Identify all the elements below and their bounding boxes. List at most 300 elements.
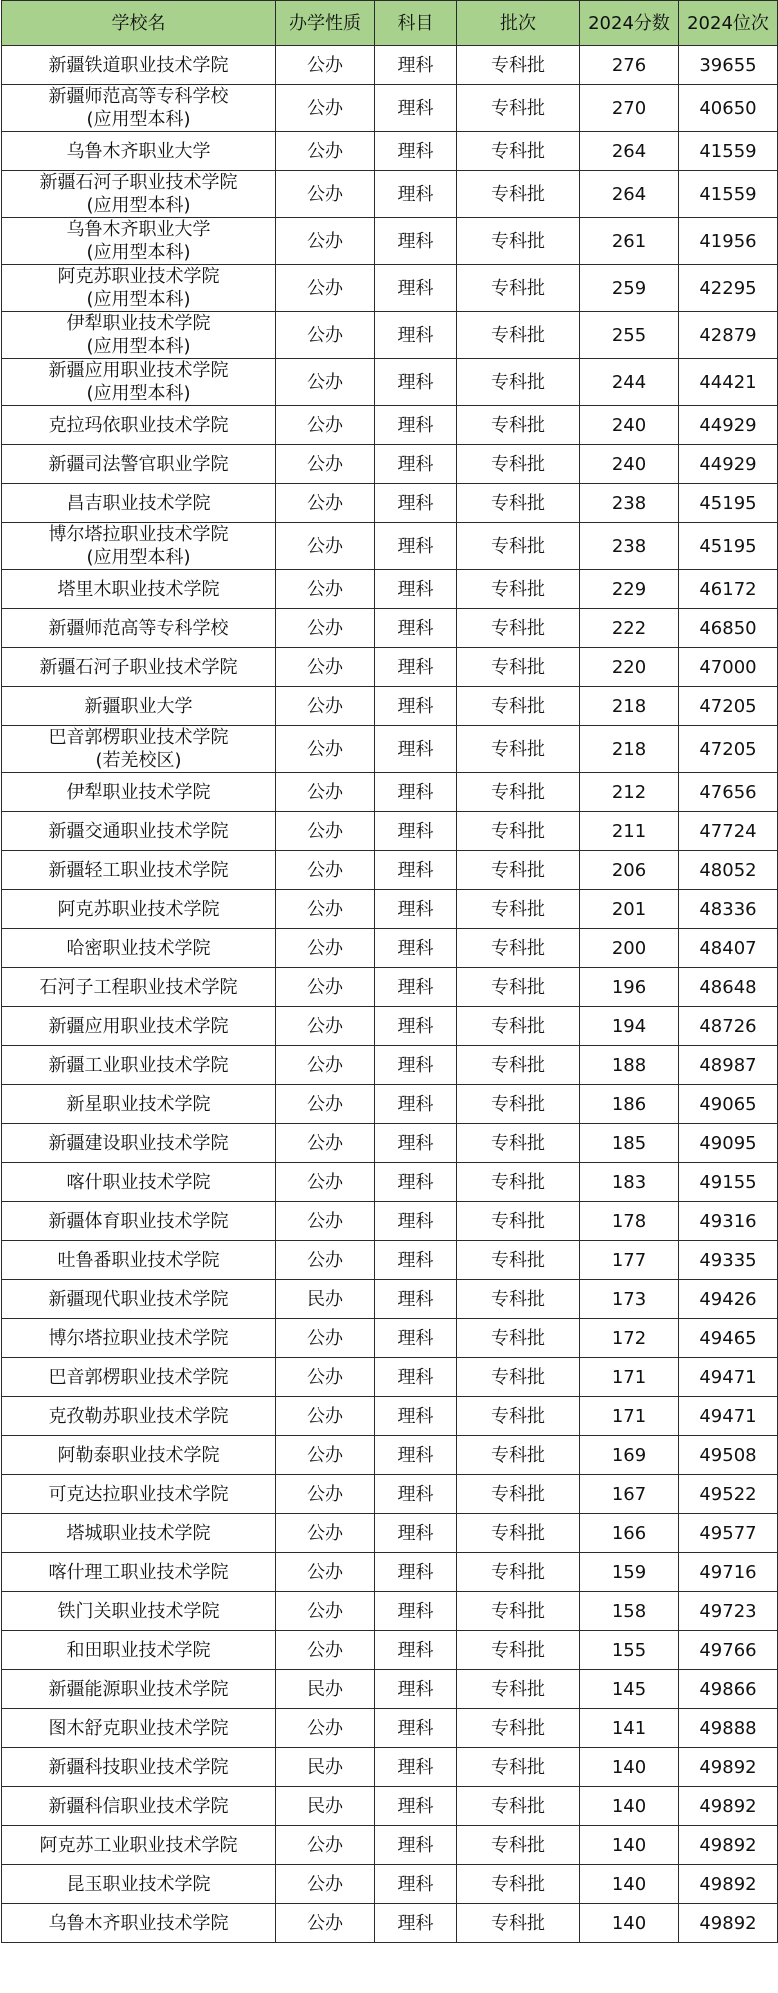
score-cell: 240 bbox=[580, 406, 679, 445]
school-type-cell: 公办 bbox=[276, 1046, 375, 1085]
batch-cell: 专科批 bbox=[457, 1592, 580, 1631]
school-name-cell bbox=[2, 1202, 276, 1241]
school-type-cell: 公办 bbox=[276, 1163, 375, 1202]
subject-cell: 理科 bbox=[375, 265, 457, 312]
school-name-line: 新疆师范高等专科学校 bbox=[48, 86, 229, 107]
score-cell: 140 bbox=[580, 1826, 679, 1865]
subject-cell: 理科 bbox=[375, 929, 457, 968]
school-name-cell bbox=[2, 1085, 276, 1124]
batch-cell: 专科批 bbox=[457, 46, 580, 85]
batch-cell: 专科批 bbox=[457, 812, 580, 851]
subject-cell: 理科 bbox=[375, 1904, 457, 1943]
table-row bbox=[2, 1709, 778, 1748]
school-name-cell bbox=[2, 46, 276, 85]
school-name-cell bbox=[2, 445, 276, 484]
school-name-note: (应用型本科) bbox=[86, 383, 191, 404]
score-cell: 140 bbox=[580, 1904, 679, 1943]
school-name-cell bbox=[2, 1748, 276, 1787]
rank-cell: 48726 bbox=[679, 1007, 778, 1046]
school-name-cell bbox=[2, 1358, 276, 1397]
batch-cell: 专科批 bbox=[457, 1319, 580, 1358]
table-row bbox=[2, 890, 778, 929]
school-name-line: 新疆职业大学 bbox=[84, 695, 193, 717]
rank-cell: 49766 bbox=[679, 1631, 778, 1670]
subject-cell: 理科 bbox=[375, 1280, 457, 1319]
table-row bbox=[2, 1085, 778, 1124]
school-name-line: 阿克苏工业职业技术学院 bbox=[39, 1834, 238, 1856]
school-type-cell: 公办 bbox=[276, 929, 375, 968]
school-name-cell bbox=[2, 265, 276, 312]
school-name-cell bbox=[2, 1553, 276, 1592]
school-type-cell: 公办 bbox=[276, 1202, 375, 1241]
school-name-line: 新疆应用职业技术学院 bbox=[48, 360, 229, 381]
score-cell: 141 bbox=[580, 1709, 679, 1748]
score-cell: 177 bbox=[580, 1241, 679, 1280]
school-name-cell bbox=[2, 648, 276, 687]
score-cell: 140 bbox=[580, 1748, 679, 1787]
score-cell: 238 bbox=[580, 523, 679, 570]
batch-cell: 专科批 bbox=[457, 1904, 580, 1943]
school-type-cell: 公办 bbox=[276, 1826, 375, 1865]
school-type-cell: 公办 bbox=[276, 1514, 375, 1553]
batch-cell: 专科批 bbox=[457, 1241, 580, 1280]
school-type-cell: 公办 bbox=[276, 1436, 375, 1475]
table-row bbox=[2, 1904, 778, 1943]
batch-cell: 专科批 bbox=[457, 1709, 580, 1748]
subject-cell: 理科 bbox=[375, 171, 457, 218]
school-name-cell bbox=[2, 1163, 276, 1202]
school-name-cell bbox=[2, 687, 276, 726]
school-type-cell: 公办 bbox=[276, 1553, 375, 1592]
subject-cell: 理科 bbox=[375, 890, 457, 929]
rank-cell: 41956 bbox=[679, 218, 778, 265]
subject-cell: 理科 bbox=[375, 1241, 457, 1280]
school-name-cell bbox=[2, 218, 276, 265]
rank-cell: 49892 bbox=[679, 1865, 778, 1904]
table-row bbox=[2, 1631, 778, 1670]
table-row bbox=[2, 1124, 778, 1163]
school-type-cell: 公办 bbox=[276, 359, 375, 406]
rank-cell: 44929 bbox=[679, 406, 778, 445]
rank-cell: 49426 bbox=[679, 1280, 778, 1319]
school-name-cell bbox=[2, 406, 276, 445]
school-name-cell bbox=[2, 1904, 276, 1943]
table-row bbox=[2, 1436, 778, 1475]
subject-cell: 理科 bbox=[375, 968, 457, 1007]
rank-cell: 46172 bbox=[679, 570, 778, 609]
school-name-line: 塔里木职业技术学院 bbox=[57, 578, 220, 600]
score-cell: 200 bbox=[580, 929, 679, 968]
table-row bbox=[2, 1826, 778, 1865]
score-cell: 201 bbox=[580, 890, 679, 929]
batch-cell: 专科批 bbox=[457, 406, 580, 445]
subject-cell: 理科 bbox=[375, 1826, 457, 1865]
batch-cell: 专科批 bbox=[457, 609, 580, 648]
table-body bbox=[2, 46, 778, 1943]
school-name-cell bbox=[2, 1514, 276, 1553]
school-name-cell bbox=[2, 1475, 276, 1514]
subject-cell: 理科 bbox=[375, 46, 457, 85]
score-cell: 185 bbox=[580, 1124, 679, 1163]
score-cell: 220 bbox=[580, 648, 679, 687]
school-name-cell bbox=[2, 929, 276, 968]
table-row bbox=[2, 218, 778, 265]
score-cell: 229 bbox=[580, 570, 679, 609]
batch-cell: 专科批 bbox=[457, 1670, 580, 1709]
school-name-note: (应用型本科) bbox=[86, 289, 191, 310]
school-name-cell bbox=[2, 726, 276, 773]
school-name-line: 新疆现代职业技术学院 bbox=[48, 1288, 229, 1310]
school-type-cell: 公办 bbox=[276, 687, 375, 726]
header-score: 2024分数 bbox=[580, 1, 679, 46]
rank-cell: 49723 bbox=[679, 1592, 778, 1631]
subject-cell: 理科 bbox=[375, 1319, 457, 1358]
batch-cell: 专科批 bbox=[457, 484, 580, 523]
rank-cell: 48336 bbox=[679, 890, 778, 929]
subject-cell: 理科 bbox=[375, 1046, 457, 1085]
rank-cell: 48987 bbox=[679, 1046, 778, 1085]
subject-cell: 理科 bbox=[375, 1475, 457, 1514]
header-subject: 科目 bbox=[375, 1, 457, 46]
subject-cell: 理科 bbox=[375, 851, 457, 890]
score-cell: 206 bbox=[580, 851, 679, 890]
school-name-cell bbox=[2, 1319, 276, 1358]
rank-cell: 40650 bbox=[679, 85, 778, 132]
school-type-cell: 公办 bbox=[276, 1904, 375, 1943]
score-cell: 169 bbox=[580, 1436, 679, 1475]
school-name-cell bbox=[2, 773, 276, 812]
batch-cell: 专科批 bbox=[457, 1358, 580, 1397]
batch-cell: 专科批 bbox=[457, 929, 580, 968]
table-row bbox=[2, 359, 778, 406]
header-batch: 批次 bbox=[457, 1, 580, 46]
score-cell: 167 bbox=[580, 1475, 679, 1514]
table-row bbox=[2, 851, 778, 890]
school-name-line: 新疆应用职业技术学院 bbox=[48, 1015, 229, 1037]
batch-cell: 专科批 bbox=[457, 218, 580, 265]
school-name-line: 乌鲁木齐职业大学 bbox=[66, 219, 211, 240]
school-name-line: 石河子工程职业技术学院 bbox=[39, 976, 238, 998]
school-name-cell bbox=[2, 812, 276, 851]
table-row bbox=[2, 773, 778, 812]
school-name-line: 乌鲁木齐职业大学 bbox=[66, 140, 211, 162]
school-type-cell: 公办 bbox=[276, 609, 375, 648]
subject-cell: 理科 bbox=[375, 445, 457, 484]
school-type-cell: 公办 bbox=[276, 1631, 375, 1670]
score-cell: 188 bbox=[580, 1046, 679, 1085]
score-cell: 264 bbox=[580, 171, 679, 218]
table-row bbox=[2, 1553, 778, 1592]
school-name-line: 新疆司法警官职业学院 bbox=[48, 453, 229, 475]
rank-cell: 45195 bbox=[679, 523, 778, 570]
school-name-cell bbox=[2, 1046, 276, 1085]
batch-cell: 专科批 bbox=[457, 445, 580, 484]
rank-cell: 49316 bbox=[679, 1202, 778, 1241]
rank-cell: 39655 bbox=[679, 46, 778, 85]
school-name-line: 新疆铁道职业技术学院 bbox=[48, 54, 229, 76]
table-row bbox=[2, 1475, 778, 1514]
subject-cell: 理科 bbox=[375, 1514, 457, 1553]
batch-cell: 专科批 bbox=[457, 1124, 580, 1163]
rank-cell: 49471 bbox=[679, 1397, 778, 1436]
subject-cell: 理科 bbox=[375, 132, 457, 171]
school-name-line: 克拉玛依职业技术学院 bbox=[48, 414, 229, 436]
rank-cell: 49892 bbox=[679, 1787, 778, 1826]
school-name-line: 阿克苏职业技术学院 bbox=[57, 898, 220, 920]
school-name-line: 塔城职业技术学院 bbox=[66, 1522, 211, 1544]
batch-cell: 专科批 bbox=[457, 726, 580, 773]
rank-cell: 41559 bbox=[679, 171, 778, 218]
school-type-cell: 公办 bbox=[276, 773, 375, 812]
batch-cell: 专科批 bbox=[457, 132, 580, 171]
rank-cell: 47205 bbox=[679, 726, 778, 773]
batch-cell: 专科批 bbox=[457, 1202, 580, 1241]
score-cell: 183 bbox=[580, 1163, 679, 1202]
school-name-line: 阿克苏职业技术学院 bbox=[57, 266, 220, 287]
school-name-line: 新疆师范高等专科学校 bbox=[48, 617, 229, 639]
table-row bbox=[2, 1397, 778, 1436]
score-cell: 212 bbox=[580, 773, 679, 812]
school-type-cell: 公办 bbox=[276, 890, 375, 929]
score-cell: 140 bbox=[580, 1787, 679, 1826]
school-name-line: 新疆轻工职业技术学院 bbox=[48, 859, 229, 881]
school-name-line: 巴音郭楞职业技术学院 bbox=[48, 727, 229, 748]
batch-cell: 专科批 bbox=[457, 1826, 580, 1865]
table-row bbox=[2, 1787, 778, 1826]
table-row bbox=[2, 1163, 778, 1202]
score-cell: 155 bbox=[580, 1631, 679, 1670]
school-type-cell: 公办 bbox=[276, 523, 375, 570]
table-row bbox=[2, 171, 778, 218]
school-name-cell bbox=[2, 1436, 276, 1475]
rank-cell: 48052 bbox=[679, 851, 778, 890]
subject-cell: 理科 bbox=[375, 484, 457, 523]
table-row bbox=[2, 1319, 778, 1358]
school-name-cell bbox=[2, 85, 276, 132]
school-name-cell bbox=[2, 171, 276, 218]
batch-cell: 专科批 bbox=[457, 85, 580, 132]
rank-cell: 42295 bbox=[679, 265, 778, 312]
score-cell: 261 bbox=[580, 218, 679, 265]
score-cell: 264 bbox=[580, 132, 679, 171]
table-row bbox=[2, 1241, 778, 1280]
rank-cell: 49471 bbox=[679, 1358, 778, 1397]
school-type-cell: 公办 bbox=[276, 1124, 375, 1163]
batch-cell: 专科批 bbox=[457, 1280, 580, 1319]
table-row bbox=[2, 265, 778, 312]
school-name-line: 和田职业技术学院 bbox=[66, 1639, 211, 1661]
rank-cell: 46850 bbox=[679, 609, 778, 648]
school-name-line: 阿勒泰职业技术学院 bbox=[57, 1444, 220, 1466]
school-name-line: 巴音郭楞职业技术学院 bbox=[48, 1366, 229, 1388]
subject-cell: 理科 bbox=[375, 1748, 457, 1787]
school-type-cell: 公办 bbox=[276, 1475, 375, 1514]
batch-cell: 专科批 bbox=[457, 171, 580, 218]
school-type-cell: 公办 bbox=[276, 570, 375, 609]
school-type-cell: 公办 bbox=[276, 968, 375, 1007]
school-type-cell: 公办 bbox=[276, 1007, 375, 1046]
subject-cell: 理科 bbox=[375, 1787, 457, 1826]
table-row bbox=[2, 648, 778, 687]
batch-cell: 专科批 bbox=[457, 523, 580, 570]
subject-cell: 理科 bbox=[375, 1553, 457, 1592]
rank-cell: 49155 bbox=[679, 1163, 778, 1202]
school-name-note: (若羌校区) bbox=[95, 750, 182, 771]
school-name-line: 克孜勒苏职业技术学院 bbox=[48, 1405, 229, 1427]
table-row bbox=[2, 1046, 778, 1085]
school-name-cell bbox=[2, 1826, 276, 1865]
rank-cell: 47000 bbox=[679, 648, 778, 687]
batch-cell: 专科批 bbox=[457, 359, 580, 406]
subject-cell: 理科 bbox=[375, 773, 457, 812]
school-name-cell bbox=[2, 1007, 276, 1046]
batch-cell: 专科批 bbox=[457, 1475, 580, 1514]
school-name-cell bbox=[2, 1397, 276, 1436]
score-cell: 159 bbox=[580, 1553, 679, 1592]
batch-cell: 专科批 bbox=[457, 687, 580, 726]
score-cell: 238 bbox=[580, 484, 679, 523]
table-row bbox=[2, 570, 778, 609]
school-name-line: 新疆科信职业技术学院 bbox=[48, 1795, 229, 1817]
score-cell: 259 bbox=[580, 265, 679, 312]
school-type-cell: 公办 bbox=[276, 726, 375, 773]
subject-cell: 理科 bbox=[375, 1865, 457, 1904]
table-row bbox=[2, 726, 778, 773]
batch-cell: 专科批 bbox=[457, 968, 580, 1007]
school-type-cell: 公办 bbox=[276, 1085, 375, 1124]
school-type-cell: 公办 bbox=[276, 812, 375, 851]
table-row bbox=[2, 968, 778, 1007]
rank-cell: 42879 bbox=[679, 312, 778, 359]
score-cell: 172 bbox=[580, 1319, 679, 1358]
table-row bbox=[2, 132, 778, 171]
school-name-cell bbox=[2, 1709, 276, 1748]
batch-cell: 专科批 bbox=[457, 1397, 580, 1436]
batch-cell: 专科批 bbox=[457, 851, 580, 890]
school-name-cell bbox=[2, 851, 276, 890]
batch-cell: 专科批 bbox=[457, 1514, 580, 1553]
table-row bbox=[2, 406, 778, 445]
table-row bbox=[2, 812, 778, 851]
school-type-cell: 公办 bbox=[276, 312, 375, 359]
table-header-row bbox=[2, 1, 778, 46]
batch-cell: 专科批 bbox=[457, 1748, 580, 1787]
batch-cell: 专科批 bbox=[457, 1436, 580, 1475]
school-type-cell: 公办 bbox=[276, 484, 375, 523]
table-row bbox=[2, 85, 778, 132]
school-name-line: 新疆建设职业技术学院 bbox=[48, 1132, 229, 1154]
school-type-cell: 公办 bbox=[276, 171, 375, 218]
school-name-cell bbox=[2, 359, 276, 406]
table-row bbox=[2, 609, 778, 648]
subject-cell: 理科 bbox=[375, 812, 457, 851]
rank-cell: 49095 bbox=[679, 1124, 778, 1163]
rank-cell: 49892 bbox=[679, 1826, 778, 1865]
admission-scores-table bbox=[1, 0, 778, 1943]
table-row bbox=[2, 1748, 778, 1787]
school-type-cell: 公办 bbox=[276, 46, 375, 85]
school-name-line: 喀什职业技术学院 bbox=[66, 1171, 211, 1193]
score-cell: 218 bbox=[580, 726, 679, 773]
school-type-cell: 公办 bbox=[276, 1709, 375, 1748]
school-name-note: (应用型本科) bbox=[86, 242, 191, 263]
score-cell: 158 bbox=[580, 1592, 679, 1631]
subject-cell: 理科 bbox=[375, 1202, 457, 1241]
school-name-line: 新疆科技职业技术学院 bbox=[48, 1756, 229, 1778]
rank-cell: 49335 bbox=[679, 1241, 778, 1280]
table-row bbox=[2, 312, 778, 359]
school-type-cell: 公办 bbox=[276, 265, 375, 312]
school-name-cell bbox=[2, 1670, 276, 1709]
school-type-cell: 公办 bbox=[276, 406, 375, 445]
school-type-cell: 公办 bbox=[276, 1241, 375, 1280]
school-type-cell: 公办 bbox=[276, 445, 375, 484]
rank-cell: 44929 bbox=[679, 445, 778, 484]
score-cell: 211 bbox=[580, 812, 679, 851]
school-name-line: 新星职业技术学院 bbox=[66, 1093, 211, 1115]
subject-cell: 理科 bbox=[375, 1085, 457, 1124]
batch-cell: 专科批 bbox=[457, 1046, 580, 1085]
score-cell: 173 bbox=[580, 1280, 679, 1319]
rank-cell: 49892 bbox=[679, 1748, 778, 1787]
school-name-line: 哈密职业技术学院 bbox=[66, 937, 211, 959]
batch-cell: 专科批 bbox=[457, 1787, 580, 1826]
batch-cell: 专科批 bbox=[457, 1163, 580, 1202]
batch-cell: 专科批 bbox=[457, 312, 580, 359]
school-type-cell: 民办 bbox=[276, 1787, 375, 1826]
school-name-cell bbox=[2, 1865, 276, 1904]
table-row bbox=[2, 1514, 778, 1553]
school-type-cell: 公办 bbox=[276, 1865, 375, 1904]
school-name-line: 伊犁职业技术学院 bbox=[66, 313, 211, 334]
subject-cell: 理科 bbox=[375, 648, 457, 687]
school-name-line: 博尔塔拉职业技术学院 bbox=[48, 1327, 229, 1349]
subject-cell: 理科 bbox=[375, 1124, 457, 1163]
subject-cell: 理科 bbox=[375, 1358, 457, 1397]
score-cell: 244 bbox=[580, 359, 679, 406]
table-row bbox=[2, 1280, 778, 1319]
school-name-line: 喀什理工职业技术学院 bbox=[48, 1561, 229, 1583]
subject-cell: 理科 bbox=[375, 1709, 457, 1748]
table-row bbox=[2, 1670, 778, 1709]
school-name-cell bbox=[2, 1631, 276, 1670]
score-cell: 171 bbox=[580, 1358, 679, 1397]
subject-cell: 理科 bbox=[375, 85, 457, 132]
table-row bbox=[2, 46, 778, 85]
rank-cell: 47205 bbox=[679, 687, 778, 726]
score-cell: 240 bbox=[580, 445, 679, 484]
school-type-cell: 公办 bbox=[276, 132, 375, 171]
score-cell: 166 bbox=[580, 1514, 679, 1553]
batch-cell: 专科批 bbox=[457, 773, 580, 812]
batch-cell: 专科批 bbox=[457, 1085, 580, 1124]
batch-cell: 专科批 bbox=[457, 890, 580, 929]
rank-cell: 49892 bbox=[679, 1904, 778, 1943]
rank-cell: 49065 bbox=[679, 1085, 778, 1124]
score-cell: 270 bbox=[580, 85, 679, 132]
rank-cell: 48407 bbox=[679, 929, 778, 968]
school-name-cell bbox=[2, 968, 276, 1007]
school-type-cell: 公办 bbox=[276, 1358, 375, 1397]
subject-cell: 理科 bbox=[375, 1592, 457, 1631]
school-name-line: 吐鲁番职业技术学院 bbox=[57, 1249, 220, 1271]
score-cell: 171 bbox=[580, 1397, 679, 1436]
school-name-line: 铁门关职业技术学院 bbox=[57, 1600, 220, 1622]
school-name-cell bbox=[2, 1787, 276, 1826]
score-cell: 255 bbox=[580, 312, 679, 359]
school-name-cell bbox=[2, 1280, 276, 1319]
school-name-line: 伊犁职业技术学院 bbox=[66, 781, 211, 803]
